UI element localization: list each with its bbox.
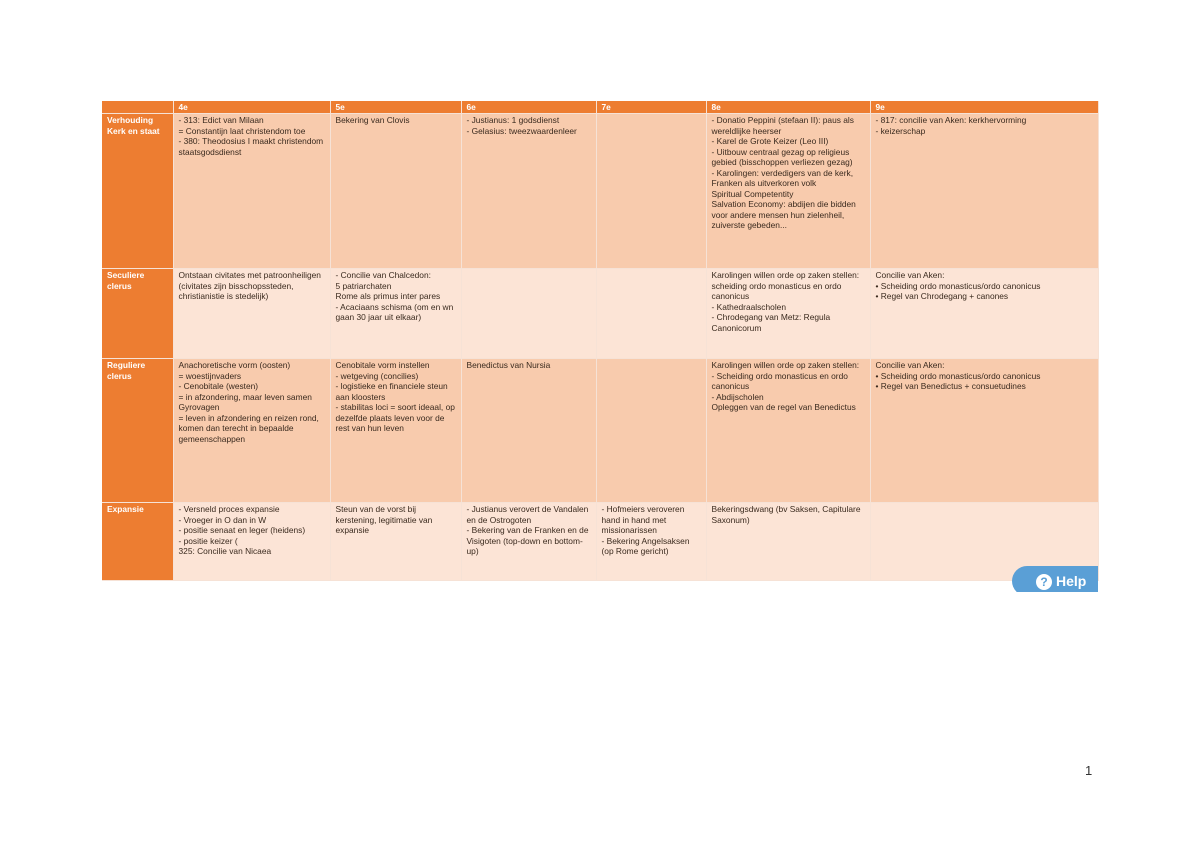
cell-line: - Acaciaans schisma (om en wn gaan 30 jaar uit elkaar) [335, 301, 454, 322]
cell-line: - Kathedraalscholen [711, 301, 786, 312]
table-row [102, 114, 1098, 269]
table-cell [461, 503, 596, 581]
table-row [102, 269, 1098, 359]
table-cell [173, 114, 330, 269]
cell-line: - Hofmeiers veroveren hand in hand met missionarissen [601, 504, 685, 535]
table-cell [173, 359, 330, 503]
cell-line: Steun van de vorst bij kerstening, legitimatie van expansie [335, 504, 433, 535]
cell-line: - Karel de Grote Keizer (Leo III) [711, 136, 829, 146]
cell-line: = woestijnvaders [178, 370, 242, 381]
cell-line: • Scheiding ordo monasticus/ordo canonicus [875, 280, 1041, 291]
cell-line: Cenobitale vorm instellen [335, 360, 430, 370]
table-cell [870, 114, 1098, 269]
cell-line: - Abdijscholen [711, 391, 764, 402]
table-cell [706, 359, 870, 503]
table-cell [596, 503, 706, 581]
table-cell [706, 114, 870, 269]
cell-line: (civitates zijn bisschopssteden, christianistie is stedelijk) [178, 280, 294, 301]
cell-line: - Uitbouw centraal gezag op religieus gebied (bisschoppen verliezen gezag) [711, 146, 853, 167]
header-cell-9e: 9e [870, 101, 1098, 114]
table-cell [870, 359, 1098, 503]
cell-line: Bekeringsdwang (bv Saksen, Capitulare Saxonum) [711, 504, 861, 525]
table-cell [461, 359, 596, 503]
cell-line: = leven in afzondering en reizen rond, komen dan terecht in bepaalde gemeenschappen [178, 412, 319, 444]
cell-line: = Constantijn laat christendom toe [178, 125, 306, 136]
cell-line: Salvation Economy: abdijen die bidden voor andere mensen hun zielenheil, zuiverste gebeden... [711, 199, 856, 230]
help-button[interactable] [1012, 566, 1098, 592]
table-cell [330, 114, 461, 269]
cell-line: - Chrodegang van Metz: Regula Canonicorum [711, 312, 831, 333]
cell-line: - Gelasius: tweezwaardenleer [466, 125, 577, 136]
cell-line: - logistieke en financiele steun aan kloosters [335, 381, 448, 402]
cell-line: - Bekering Angelsaksen (op Rome gericht) [601, 535, 690, 556]
cell-line: Spiritual Competentity [711, 188, 794, 199]
row-label: Reguliere clerus [102, 359, 173, 503]
cell-line: - Concilie van Chalcedon: [335, 270, 431, 280]
cell-line: - Vroeger in O dan in W [178, 514, 267, 525]
cell-line: - Bekering van de Franken en de Visigoten (top-down en bottom-up) [466, 525, 589, 556]
cell-line: - positie keizer ( [178, 535, 238, 546]
help-button-clip [1000, 560, 1098, 592]
table-cell [330, 359, 461, 503]
cell-line: scheiding ordo monasticus en ordo canonicus [711, 280, 842, 301]
table-cell [706, 269, 870, 359]
cell-line: Bekering van Clovis [335, 115, 410, 125]
table-cell [330, 269, 461, 359]
cell-line: Opleggen van de regel van Benedictus [711, 402, 856, 412]
table-cell [596, 359, 706, 503]
table-cell [870, 269, 1098, 359]
cell-line: - Karolingen: verdedigers van de kerk, Franken als uitverkoren volk [711, 167, 854, 188]
cell-line: Karolingen willen orde op zaken stellen: [711, 270, 860, 280]
cell-line: - Justianus verovert de Vandalen en de Ostrogoten [466, 504, 589, 525]
table-cell [173, 503, 330, 581]
table-header-row [102, 101, 1098, 114]
cell-line: Anachoretische vorm (oosten) [178, 360, 291, 370]
cell-line: • Scheiding ordo monasticus/ordo canonicus [875, 370, 1041, 381]
cell-line: - 380: Theodosius I maakt christendom staatsgodsdienst [178, 136, 324, 157]
table-row [102, 503, 1098, 581]
cell-line: - Justianus: 1 godsdienst [466, 115, 560, 125]
table-body [102, 114, 1098, 581]
table-row [102, 359, 1098, 503]
header-cell-7e: 7e [596, 101, 706, 114]
header-cell-6e: 6e [461, 101, 596, 114]
cell-line: 325: Concilie van Nicaea [178, 546, 272, 556]
cell-line: - 313: Edict van Milaan [178, 115, 264, 125]
cell-line: - Donatio Peppini (stefaan II): paus als wereldlijke heerser [711, 115, 854, 136]
cell-line: - stabilitas loci = soort ideaal, op dezelfde plaats leven voor de rest van hun leven [335, 402, 455, 433]
table-cell [461, 114, 596, 269]
cell-line: Karolingen willen orde op zaken stellen: [711, 360, 860, 370]
cell-line: - 817: concilie van Aken: kerkhervorming [875, 115, 1027, 125]
page-number: 1 [1085, 763, 1093, 778]
cell-line: - wetgeving (concilies) [335, 370, 419, 381]
cell-line: Ontstaan civitates met patroonheiligen [178, 270, 321, 280]
cell-line: = in afzondering, maar leven samen [178, 391, 312, 402]
cell-line: • Regel van Benedictus + consuetudines [875, 381, 1026, 391]
help-label: Help [1056, 573, 1087, 589]
table-cell [596, 269, 706, 359]
cell-line: Rome als primus inter pares [335, 291, 441, 301]
question-icon: ? [1036, 574, 1052, 590]
cell-line: - Cenobitale (westen) [178, 381, 259, 391]
header-cell-4e: 4e [173, 101, 330, 114]
table-cell [173, 269, 330, 359]
cell-line: Gyrovagen [178, 402, 220, 412]
cell-line: • Regel van Chrodegang + canones [875, 291, 1009, 301]
cell-line: - Scheiding ordo monasticus en ordo canonicus [711, 370, 848, 391]
header-cell [102, 101, 173, 114]
cell-line: - keizerschap [875, 125, 926, 136]
row-label: Expansie [102, 503, 173, 581]
cell-line: 5 patriarchaten [335, 280, 392, 291]
row-label: Seculiere clerus [102, 269, 173, 359]
header-cell-5e: 5e [330, 101, 461, 114]
table-cell [706, 503, 870, 581]
header-cell-8e: 8e [706, 101, 870, 114]
cell-line: - Versneld proces expansie [178, 504, 280, 514]
row-label: Verhouding Kerk en staat [102, 114, 173, 269]
cell-line: - positie senaat en leger (heidens) [178, 525, 306, 535]
table-cell [330, 503, 461, 581]
history-table [102, 101, 1099, 581]
cell-line: Concilie van Aken: [875, 270, 945, 280]
table-cell [461, 269, 596, 359]
cell-line: Concilie van Aken: [875, 360, 945, 370]
table-cell [596, 114, 706, 269]
cell-line: Benedictus van Nursia [466, 360, 551, 370]
